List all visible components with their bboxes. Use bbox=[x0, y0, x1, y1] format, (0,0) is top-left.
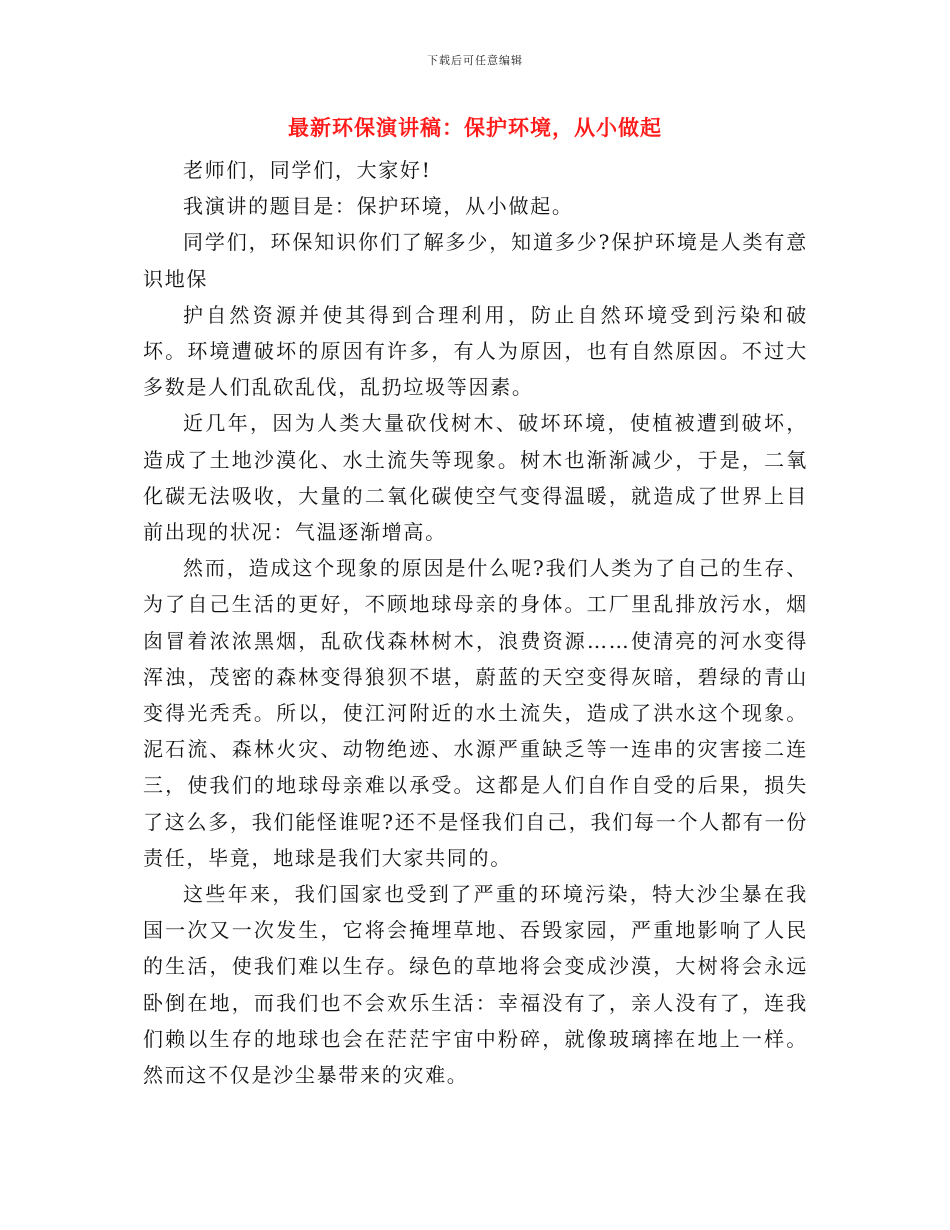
document-title: 最新环保演讲稿：保护环境，从小做起 bbox=[288, 115, 662, 140]
header-note: 下载后可任意编辑 bbox=[427, 54, 523, 67]
document-body bbox=[143, 152, 808, 1093]
paragraph-question: 同学们，环保知识你们了解多少，知道多少?保护环境是人类有意识地保 bbox=[143, 230, 808, 291]
paragraph-sandstorms: 这些年来，我们国家也受到了严重的环境污染，特大沙尘暴在我国一次又一次发生，它将会掩埋草地、吞毁家园，严重地影响了人民的生活，使我们难以生存。绿色的草地将会变成沙漠，大树将会永远卧倒在地，而我们也不会欢乐生活：幸福没有了，亲人没有了，连我们赖以生存的地球也会在茫茫宇宙中粉碎，就像玻璃摔在地上一样。然而这不仅是沙尘暴带来的灾难。 bbox=[143, 882, 808, 1088]
paragraph-greeting: 老师们，同学们，大家好! bbox=[183, 158, 432, 182]
paragraph-consequences: 然而，造成这个现象的原因是什么呢?我们人类为了自己的生存、为了自己生活的更好，不顾地球母亲的身体。工厂里乱排放污水，烟囱冒着浓浓黑烟，乱砍伐森林树木，浪费资源……使清亮的河水变得浑浊，茂密的森林变得狼狈不堪，蔚蓝的天空变得灰暗，碧绿的青山变得光秃秃。所以，使江河附近的水土流失，造成了洪水这个现象。泥石流、森林火灾、动物绝迹、水源严重缺乏等一连串的灾害接二连三，使我们的地球母亲难以承受。这都是人们自作自受的后果，损失了这么多，我们能怪谁呢?还不是怪我们自己，我们每一个人都有一份责任，毕竟，地球是我们大家共同的。 bbox=[143, 556, 808, 870]
paragraph-causes: 护自然资源并使其得到合理利用，防止自然环境受到污染和破坏。环境遭破坏的原因有许多，有人为原因，也有自然原因。不过大多数是人们乱砍乱伐，乱扔垃圾等因素。 bbox=[143, 302, 808, 400]
paragraph-topic: 我演讲的题目是：保护环境，从小做起。 bbox=[183, 194, 574, 219]
paragraph-recent-years: 近几年，因为人类大量砍伐树木、破坏环境，使植被遭到破坏，造成了土地沙漠化、水土流失等现象。树木也渐渐减少，于是，二氧化碳无法吸收，大量的二氧化碳使空气变得温暖，就造成了世界上目前出现的状况：气温逐渐增高。 bbox=[143, 411, 808, 545]
